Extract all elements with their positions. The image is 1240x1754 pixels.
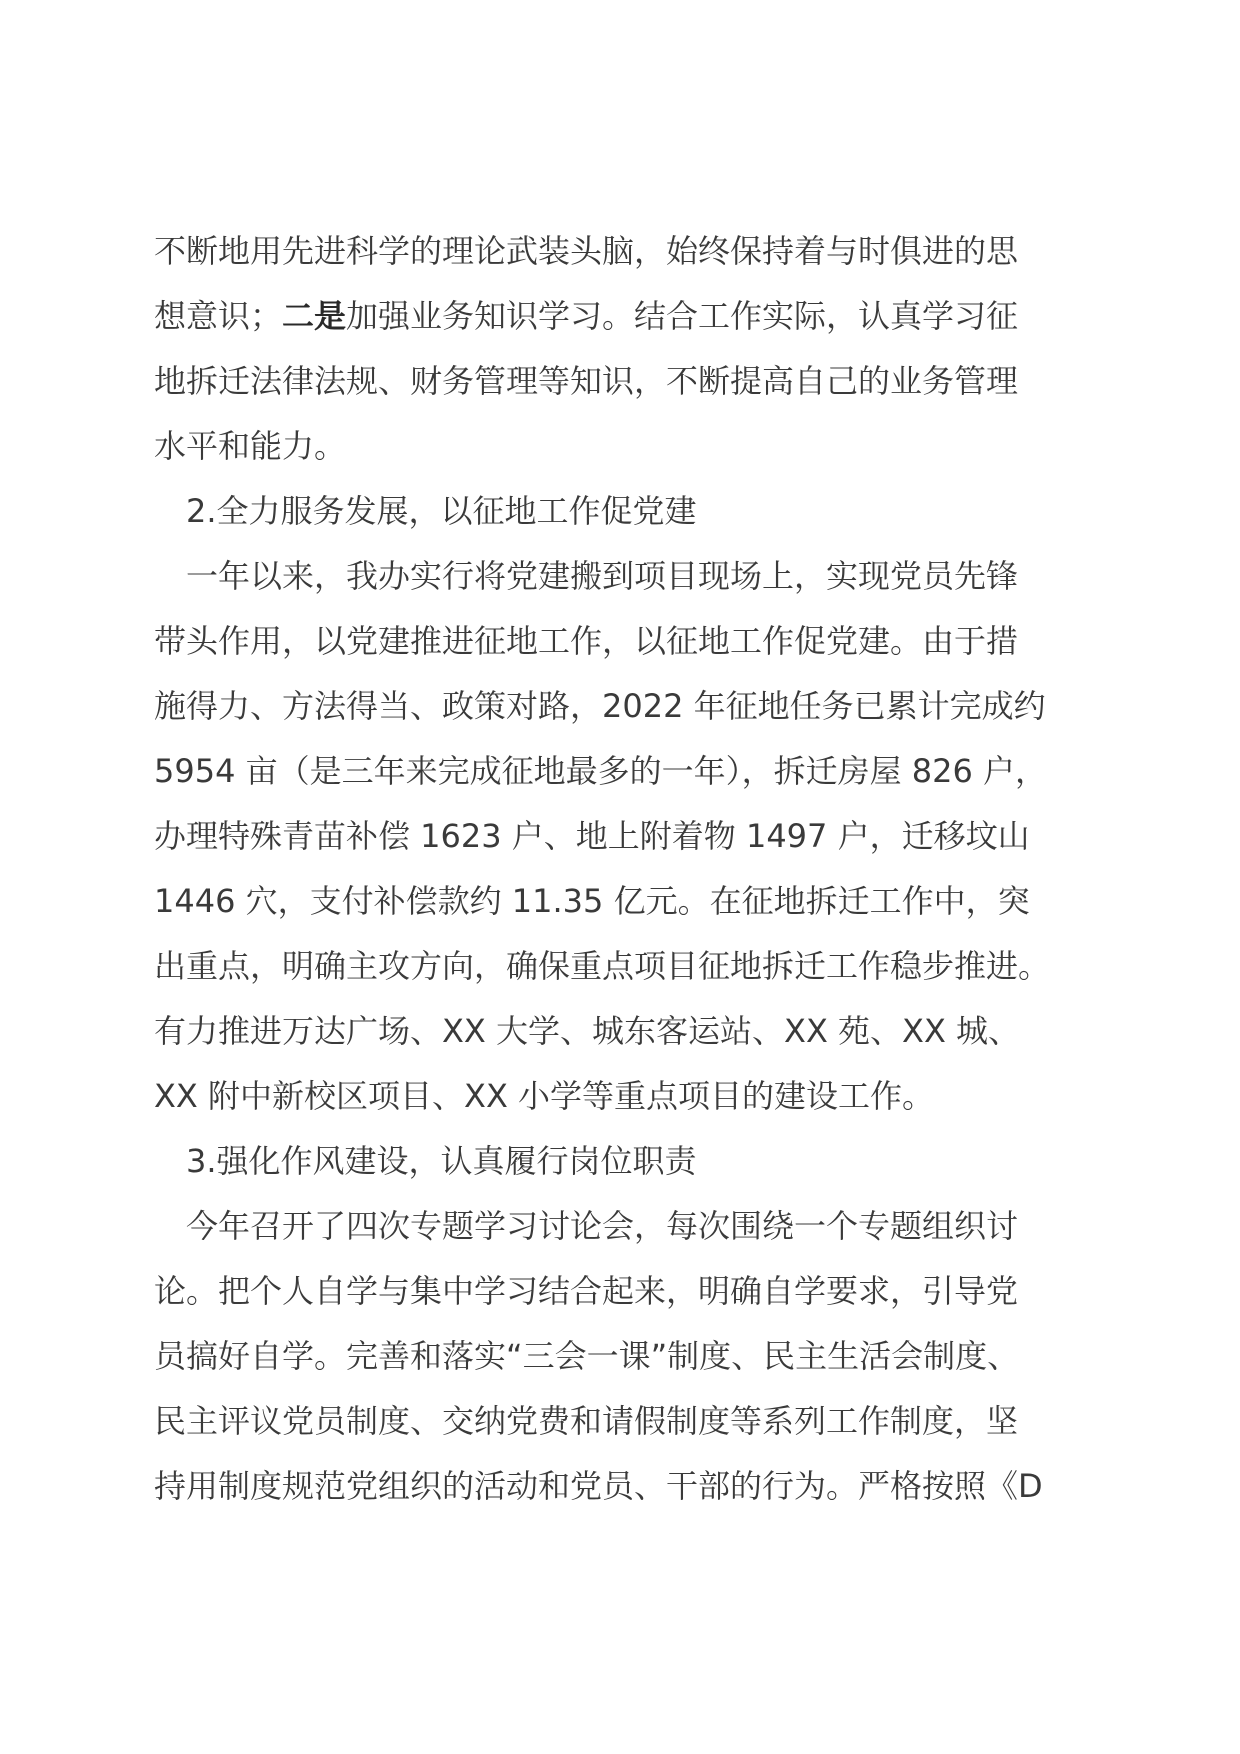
text-line: 员搞好自学。完善和落实“三会一课”制度、民主生活会制度、: [154, 1337, 1020, 1375]
text-line: 水平和能力。: [154, 427, 347, 465]
section-heading: 2.全力服务发展，以征地工作促党建: [186, 492, 697, 530]
text-line: 今年召开了四次专题学习讨论会，每次围绕一个专题组织讨: [186, 1207, 1019, 1245]
text-line: 带头作用，以党建推进征地工作，以征地工作促党建。由于措: [154, 622, 1019, 660]
document-body: [154, 219, 1088, 1519]
text-line: XX 附中新校区项目、XX 小学等重点项目的建设工作。: [154, 1077, 935, 1115]
text-line: 一年以来，我办实行将党建搬到项目现场上，实现党员先锋: [186, 557, 1019, 595]
text-line: [154, 284, 1088, 349]
text-line: 有力推进万达广场、XX 大学、城东客运站、XX 苑、XX 城、: [154, 1012, 1021, 1050]
text-line: 1446 穴，支付补偿款约 11.35 亿元。在征地拆迁工作中，突: [154, 882, 1030, 920]
text-segment: 加强业务知识学习。结合工作实际，认真学习征: [346, 297, 1019, 335]
text-line: 施得力、方法得当、政策对路，2022 年征地任务已累计完成约: [154, 687, 1046, 725]
text-line: 民主评议党员制度、交纳党费和请假制度等系列工作制度，坚: [154, 1402, 1019, 1440]
text-line: 不断地用先进科学的理论武装头脑，始终保持着与时俱进的思: [154, 232, 1019, 270]
bold-emphasis: 二是: [282, 297, 347, 335]
text-line: 出重点，明确主攻方向，确保重点项目征地拆迁工作稳步推进。: [154, 947, 1051, 985]
text-line: 地拆迁法律法规、财务管理等知识，不断提高自己的业务管理: [154, 362, 1019, 400]
section-heading: 3.强化作风建设，认真履行岗位职责: [186, 1142, 697, 1180]
text-segment: 想意识；: [154, 297, 283, 335]
text-line: 论。把个人自学与集中学习结合起来，明确自学要求，引导党: [154, 1272, 1019, 1310]
text-line: 持用制度规范党组织的活动和党员、干部的行为。严格按照《D: [154, 1467, 1043, 1505]
text-line: 办理特殊青苗补偿 1623 户、地上附着物 1497 户，迁移坟山: [154, 817, 1030, 855]
text-line: 5954 亩（是三年来完成征地最多的一年），拆迁房屋 826 户，: [154, 752, 1048, 790]
